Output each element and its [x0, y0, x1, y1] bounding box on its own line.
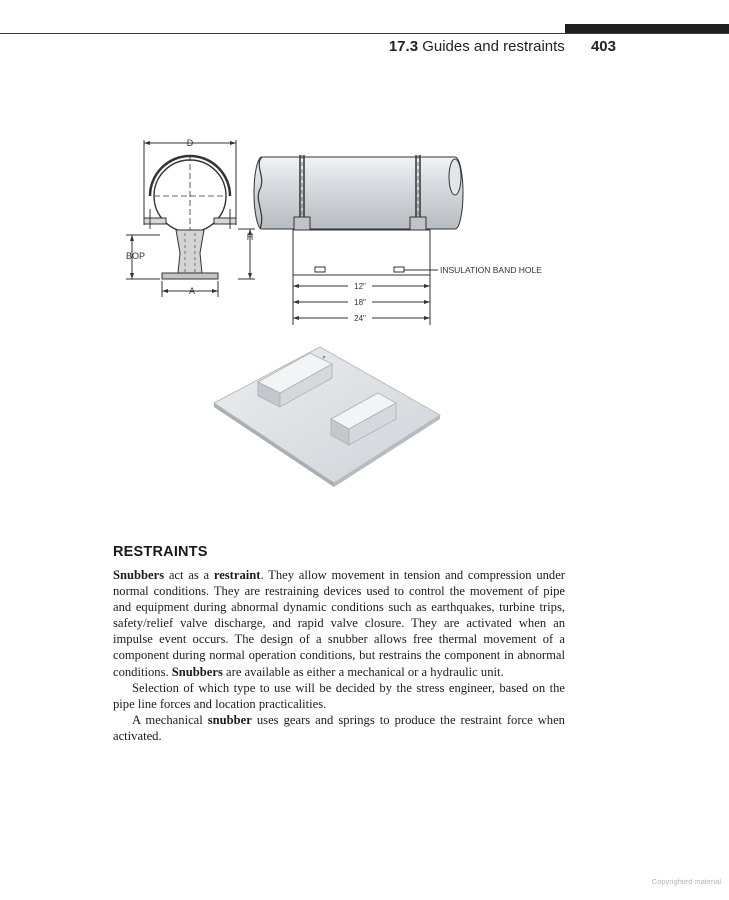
text-run: uses gears and springs to produce the restraint force when activated.	[113, 712, 565, 743]
dim-24-label: 24"	[354, 314, 366, 323]
body-text	[113, 567, 565, 744]
section-number: 17.3	[388, 38, 419, 55]
text-run: are available as either a mechanical or a hydraulic unit.	[222, 664, 504, 679]
term-restraint: restraint	[213, 568, 261, 582]
section-heading: RESTRAINTS	[113, 544, 208, 560]
label-bop: BOP	[126, 251, 146, 261]
copyright-notice: Copyrighted material	[651, 877, 721, 886]
running-head	[389, 38, 616, 55]
dim-12-label: 12"	[354, 282, 366, 291]
page-number: 403	[590, 38, 616, 55]
section-title: Guides and restraints	[422, 38, 565, 55]
clamp-end-view	[126, 140, 255, 297]
guide-plate-render	[214, 347, 440, 487]
paragraph-2: Selection of which type to use will be decided by the stress engineer, based on the pipe line forces and location practicalities.	[113, 680, 565, 711]
header-rule	[0, 33, 729, 34]
term-snubbers: Snubbers	[113, 568, 165, 582]
pipe-guide-figure	[110, 125, 570, 495]
term-snubber: snubber	[207, 712, 252, 727]
term-snubbers: Snubbers	[171, 664, 223, 679]
text-run: act as a	[164, 568, 214, 582]
paragraph-1	[113, 567, 565, 680]
label-h: H	[246, 232, 254, 242]
label-d: D	[186, 138, 194, 148]
dim-18-label: 18"	[354, 298, 366, 307]
paragraph-3	[113, 712, 565, 744]
text-run: . They allow movement in tension and compression under normal conditions. They are restraining devices used to control the movement of pipe and equipment during abnormal dynamic conditions such as earthquakes, turbine trips, safety/relief valve discharge, and rapid valve closure. They are activated when an impulse event occurs. The design of a snubber allows free thermal movement of a component during normal operation conditions, but restrains the component in abnormal conditions.	[113, 568, 565, 679]
insulation-label: INSULATION BAND HOLE	[440, 265, 542, 275]
text-run: A mechanical	[132, 712, 208, 727]
label-a: A	[188, 286, 196, 296]
